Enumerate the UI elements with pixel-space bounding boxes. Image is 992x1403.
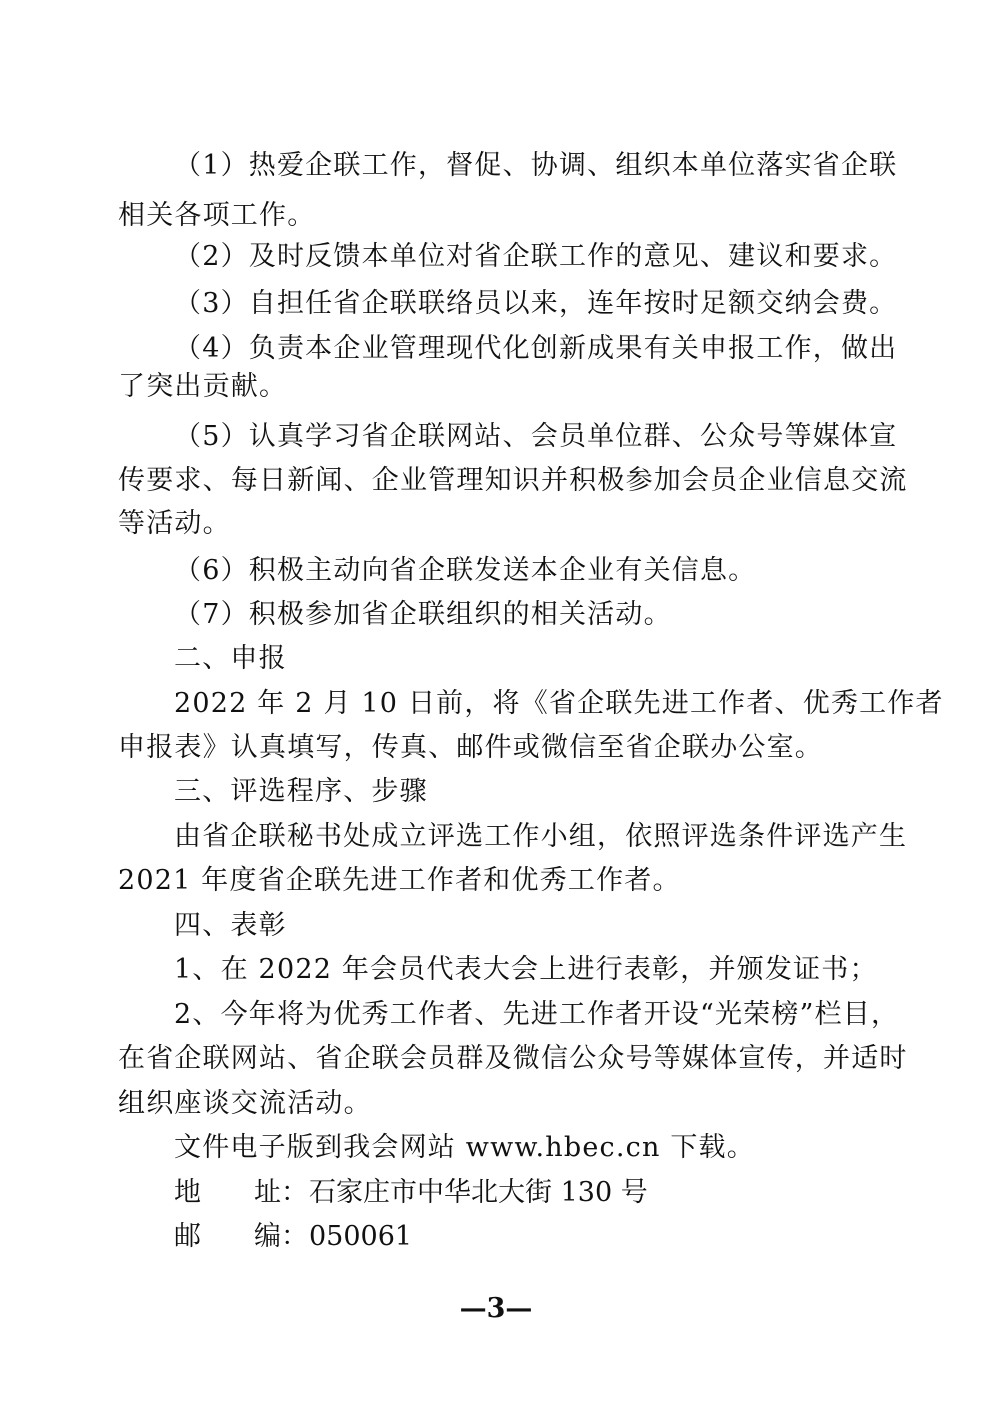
procedure-line-1: 由省企联秘书处成立评选工作小组，依照评选条件评选产生 bbox=[174, 821, 908, 852]
commendation-item-2-line-3: 组织座谈交流活动。 bbox=[118, 1088, 372, 1119]
criterion-4-line-1: （4）负责本企业管理现代化创新成果有关申报工作，做出 bbox=[174, 333, 898, 364]
criterion-5-line-2: 传要求、每日新闻、企业管理知识并积极参加会员企业信息交流 bbox=[118, 465, 908, 496]
criterion-5-line-3: 等活动。 bbox=[118, 508, 231, 539]
criterion-7: （7）积极参加省企联组织的相关活动。 bbox=[174, 599, 672, 630]
address-label-char-1: 地 bbox=[174, 1177, 201, 1208]
criterion-6: （6）积极主动向省企联发送本企业有关信息。 bbox=[174, 555, 757, 586]
criterion-3: （3）自担任省企联联络员以来，连年按时足额交纳会费。 bbox=[174, 288, 898, 319]
declaration-line-2: 申报表》认真填写，传真、邮件或微信至省企联办公室。 bbox=[118, 732, 823, 763]
postcode-label-char-2: 编： bbox=[254, 1221, 308, 1252]
section-heading-commendation: 四、表彰 bbox=[174, 910, 287, 941]
section-heading-declaration: 二、申报 bbox=[174, 643, 287, 674]
address-label-char-2: 址： bbox=[254, 1177, 308, 1208]
commendation-item-2-line-1: 2、今年将为优秀工作者、先进工作者开设“光荣榜”栏目， bbox=[174, 999, 900, 1030]
postcode-value: 050061 bbox=[309, 1221, 413, 1252]
criterion-4-line-2: 了突出贡献。 bbox=[118, 371, 288, 402]
commendation-item-1: 1、在 2022 年会员代表大会上进行表彰，并颁发证书； bbox=[174, 954, 878, 985]
criterion-1-line-2: 相关各项工作。 bbox=[118, 200, 316, 231]
download-note: 文件电子版到我会网站 www.hbec.cn 下载。 bbox=[174, 1132, 755, 1163]
commendation-item-2-line-2: 在省企联网站、省企联会员群及微信公众号等媒体宣传，并适时 bbox=[118, 1043, 908, 1074]
postcode-label-char-1: 邮 bbox=[174, 1221, 201, 1252]
section-heading-procedure: 三、评选程序、步骤 bbox=[174, 776, 428, 807]
address-value: 石家庄市中华北大街 130 号 bbox=[309, 1177, 648, 1208]
criterion-5-line-1: （5）认真学习省企联网站、会员单位群、公众号等媒体宣 bbox=[174, 421, 898, 452]
procedure-line-2: 2021 年度省企联先进工作者和优秀工作者。 bbox=[118, 865, 681, 896]
page-number: —3— bbox=[459, 1293, 533, 1324]
criterion-2: （2）及时反馈本单位对省企联工作的意见、建议和要求。 bbox=[174, 241, 898, 272]
declaration-line-1: 2022 年 2 月 10 日前，将《省企联先进工作者、优秀工作者 bbox=[174, 688, 944, 719]
criterion-1-line-1: （1）热爱企联工作，督促、协调、组织本单位落实省企联 bbox=[174, 150, 898, 181]
